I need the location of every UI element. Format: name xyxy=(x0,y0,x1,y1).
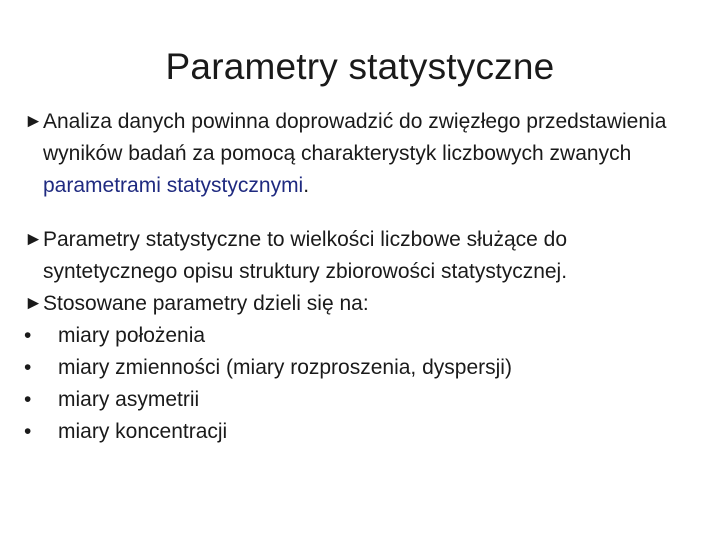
list-item-text: miary zmienności (miary rozproszenia, dyspersji) xyxy=(58,356,512,379)
paragraph-analysis-text: Analiza danych powinna doprowadzić do zwięzłego przedstawienia wyników badań za pomocą charakterystyk liczbowych zwanych xyxy=(43,110,667,165)
highlighted-term: parametrami statystycznymi xyxy=(43,174,304,197)
slide-content xyxy=(24,106,704,448)
bullet-icon: • xyxy=(24,324,32,347)
list-item-text: miary asymetrii xyxy=(58,388,200,411)
list-item xyxy=(24,416,704,448)
list-item-text: miary koncentracji xyxy=(58,420,228,443)
list-item-text: miary położenia xyxy=(58,324,206,347)
paragraph-definition-text: Parametry statystyczne to wielkości liczbowe służące do syntetycznego opisu struktury zbiorowości statystycznej. xyxy=(43,228,568,283)
paragraph-analysis-end: . xyxy=(303,174,310,197)
paragraph-division xyxy=(24,288,704,320)
bullet-icon: • xyxy=(24,420,32,443)
paragraph-definition xyxy=(24,224,704,288)
spacer xyxy=(24,202,704,224)
arrow-marker-icon: ► xyxy=(24,293,43,314)
arrow-marker-icon: ► xyxy=(24,229,43,250)
bullet-icon: • xyxy=(24,388,32,411)
list-item xyxy=(24,352,704,384)
arrow-marker-icon: ► xyxy=(24,111,43,132)
list-item xyxy=(24,384,704,416)
bullet-icon: • xyxy=(24,356,32,379)
list-item xyxy=(24,320,704,352)
paragraph-division-text: Stosowane parametry dzieli się na: xyxy=(43,292,369,315)
slide-title: Parametry statystyczne xyxy=(165,46,555,87)
paragraph-analysis xyxy=(24,106,704,202)
